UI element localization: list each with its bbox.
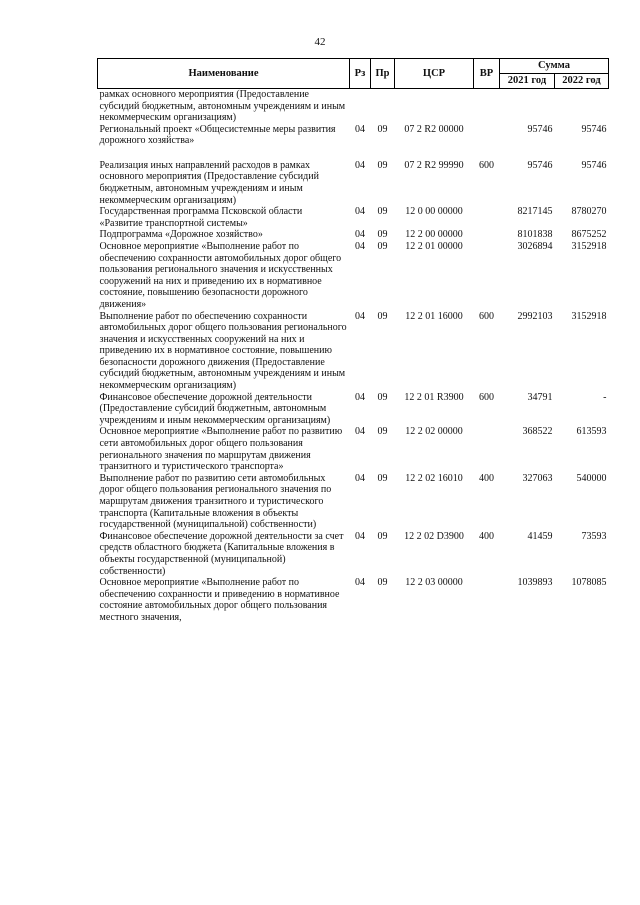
- row-rz: 04: [355, 472, 365, 484]
- row-pr: 09: [377, 123, 388, 135]
- row-pr: [371, 89, 395, 124]
- row-2022: 8675252: [571, 229, 607, 241]
- row-rz: 04: [355, 206, 365, 218]
- row-csr: 07 2 R2 00000: [404, 123, 464, 135]
- row-pr: 09: [377, 206, 388, 218]
- row-rz: 04: [355, 310, 365, 322]
- row-rz: 04: [355, 159, 365, 171]
- table-row: [98, 392, 609, 427]
- row-pr: 09: [377, 310, 388, 322]
- row-2022: 540000: [576, 472, 607, 484]
- table-row: [98, 89, 609, 124]
- row-name: Реализация иных направлений расходов в рамках основного мероприятия (Предоставление субсидий бюджетным, автономным учреждениям и иным некоммерческим организациям): [99, 159, 319, 206]
- row-rz: 04: [355, 123, 365, 135]
- row-name: Основное мероприятие «Выполнение работ по обеспечению сохранности автомобильных дорог общего пользования регионального значения и искусственных сооружений на них и приведению их в нормативное состояние, повышению безопасности дорожного движения»: [99, 240, 342, 310]
- row-pr: 09: [377, 391, 388, 403]
- row-rz: 04: [355, 426, 365, 438]
- row-vr: [474, 426, 500, 472]
- row-name: Подпрограмма «Дорожное хозяйство»: [99, 229, 263, 241]
- row-name: Основное мероприятие «Выполнение работ по обеспечению сохранности и приведению в нормативное состояние автомобильных дорог общего пользования местного значения,: [99, 577, 340, 623]
- row-name: Выполнение работ по развитию сети автомобильных дорог общего пользования регионального значения по маршрутам движения транзитного и туристического транспорта (Капитальные вложения в объекты государственной (муниципальной) собственности): [99, 472, 332, 531]
- row-name: Региональный проект «Общесистемные меры развития дорожного хозяйства»: [99, 123, 336, 147]
- row-vr: [474, 229, 500, 241]
- row-2021: 95746: [527, 123, 553, 135]
- row-vr: 600: [479, 391, 494, 403]
- row-rz: 04: [355, 530, 365, 542]
- row-csr: 12 2 01 00000: [405, 240, 463, 252]
- header-pr: Пр: [371, 59, 395, 89]
- row-2022: 3152918: [571, 310, 607, 322]
- row-csr: 12 2 01 16000: [405, 310, 463, 322]
- table-row: [98, 206, 609, 229]
- row-name: Финансовое обеспечение дорожной деятельности (Предоставление субсидий бюджетным, автономным учреждениям и иным некоммерческим организациям): [99, 391, 331, 426]
- table-row: [98, 229, 609, 241]
- row-pr: 09: [377, 577, 388, 589]
- row-2021: 95746: [527, 159, 553, 171]
- table-row: [98, 311, 609, 392]
- row-csr: [395, 89, 474, 124]
- row-vr: [474, 241, 500, 311]
- row-rz: 04: [355, 229, 365, 241]
- row-vr: [474, 89, 500, 124]
- row-pr: 09: [377, 159, 388, 171]
- row-2021: 8101838: [517, 229, 553, 241]
- row-2022: 95746: [581, 159, 607, 171]
- header-rz: Рз: [350, 59, 371, 89]
- table-row: [98, 531, 609, 577]
- header-2022: 2022 год: [555, 74, 609, 89]
- row-vr: 600: [479, 159, 494, 171]
- row-vr: 400: [479, 530, 494, 542]
- row-2021: 368522: [522, 426, 553, 438]
- row-2021: 1039893: [517, 577, 553, 589]
- budget-table: [97, 58, 609, 624]
- row-2022: 8780270: [571, 206, 607, 218]
- row-csr: 12 2 03 00000: [405, 577, 463, 589]
- row-2022: 73593: [581, 530, 607, 542]
- table-row: [98, 160, 609, 206]
- row-2021: 3026894: [517, 240, 553, 252]
- row-2021: [500, 89, 555, 124]
- row-name: Основное мероприятие «Выполнение работ по развитию сети автомобильных дорог общего пользования регионального значения по маршрутам движения транзитного и туристического транспорта»: [99, 426, 343, 473]
- row-pr: 09: [377, 472, 388, 484]
- row-csr: 12 2 02 16010: [405, 472, 463, 484]
- row-pr: 09: [377, 229, 388, 241]
- row-csr: 12 2 02 00000: [405, 426, 463, 438]
- row-pr: 09: [377, 530, 388, 542]
- row-csr: 07 2 R2 99990: [404, 159, 464, 171]
- row-2022: 3152918: [571, 240, 607, 252]
- header-sum: Сумма: [500, 59, 609, 74]
- header-csr: ЦСР: [395, 59, 474, 89]
- row-2021: 327063: [522, 472, 553, 484]
- row-rz: 04: [355, 391, 365, 403]
- row-name: Государственная программа Псковской области «Развитие транспортной системы»: [99, 206, 303, 229]
- row-csr: 12 2 02 D3900: [404, 530, 464, 542]
- row-2022: -: [603, 391, 607, 403]
- table-row: [98, 577, 609, 623]
- row-vr: 600: [479, 310, 494, 322]
- row-csr: 12 2 00 00000: [405, 229, 463, 241]
- header-name: Наименование: [98, 59, 350, 89]
- row-pr: 09: [377, 240, 388, 252]
- row-name: Финансовое обеспечение дорожной деятельности за счет средств областного бюджета (Капитальные вложения в объекты государственной (муниципальной) собственности): [99, 530, 344, 577]
- row-2022: 1078085: [571, 577, 607, 589]
- table-row: [98, 124, 609, 160]
- row-name: Выполнение работ по обеспечению сохранности автомобильных дорог общего пользования регионального значения и искусственных сооружений на них и приведению их в нормативное состояние, повышению безопасности дорожного движения (Предоставление субсидий бюджетным, автономным учреждениям и иным некоммерческим организациям): [99, 310, 347, 392]
- row-2021: 41459: [527, 530, 553, 542]
- row-vr: [474, 206, 500, 229]
- row-vr: [474, 577, 500, 623]
- row-csr: 12 0 00 00000: [405, 206, 463, 218]
- header-vr: ВР: [474, 59, 500, 89]
- table-row: [98, 473, 609, 531]
- row-2021: 8217145: [517, 206, 553, 218]
- row-pr: 09: [377, 426, 388, 438]
- header-2021: 2021 год: [500, 74, 555, 89]
- row-2022: 95746: [581, 123, 607, 135]
- row-2022: 613593: [576, 426, 607, 438]
- row-rz: [350, 89, 371, 124]
- row-2021: 34791: [527, 391, 553, 403]
- row-vr: [474, 124, 500, 160]
- row-2021: 2992103: [517, 310, 553, 322]
- page-number: 42: [314, 36, 326, 48]
- row-vr: 400: [479, 472, 494, 484]
- table-row: [98, 426, 609, 472]
- row-rz: 04: [355, 240, 365, 252]
- row-rz: 04: [355, 577, 365, 589]
- row-name: рамках основного мероприятия (Предоставление субсидий бюджетным, автономным учреждениям и иным некоммерческим организациям): [99, 89, 346, 124]
- table-row: [98, 241, 609, 311]
- row-2022: [555, 89, 609, 124]
- row-csr: 12 2 01 R3900: [404, 391, 464, 403]
